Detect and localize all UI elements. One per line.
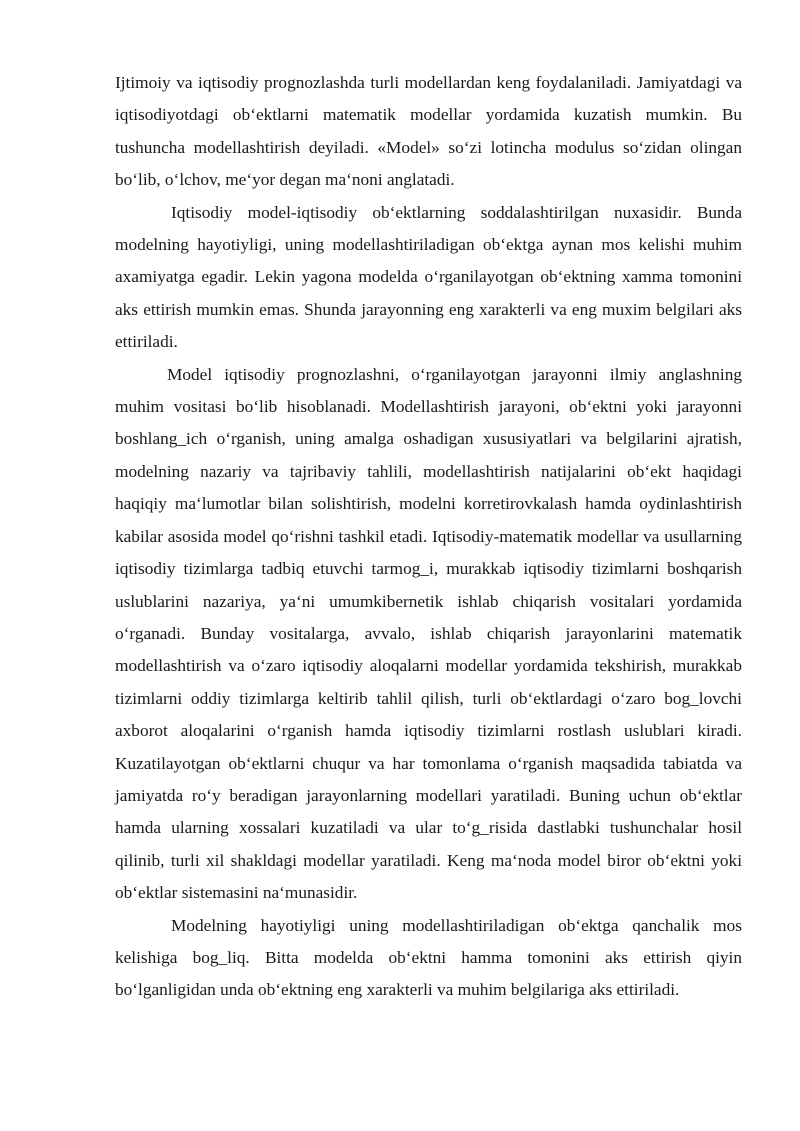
paragraph-intro: Ijtimoiy va iqtisodiy prognozlashda turli modellardan keng foydalaniladi. Jamiyatdagi va iqtisodiyotdagi ob‘ektlarni matematik modellar yordamida kuzatish mumkin. Bu tushuncha modellashtirish deyiladi. «Model» so‘zi lotincha modulus so‘zidan olingan bo‘lib, o‘lchov, me‘yor degan ma‘noni anglatadi. [115, 73, 742, 190]
paragraph-modeling-process: Model iqtisodiy prognozlashni, o‘rganilayotgan jarayonni ilmiy anglashning muhim vositasi bo‘lib hisoblanadi. Modellashtirish jarayoni, ob‘ektni yoki jarayonni boshlang_ich o‘rganish, uning amalga oshadigan xususiyatlari va belgilarini ajratish, modelning nazariy va tajribaviy tahlili, modellashtirish natijalarini ob‘ekt haqidagi haqiqiy ma‘lumotlar bilan solishtirish, modelni korretirovkalash hamda oydinlashtirish kabilar asosida model qo‘rishni tashkil etadi. Iqtisodiy-matematik modellar va usullarning iqtisodiy tizimlarga tadbiq etuvchi tarmog_i, murakkab iqtisodiy tizimlarni boshqarish uslublarini nazariya, ya‘ni umumkibernetik ishlab chiqarish vositalari yordamida o‘rganadi. Bunday vositalarga, avvalo, ishlab chiqarish jarayonlarini matematik modellashtirish va o‘zaro iqtisodiy aloqalarni modellar yordamida tekshirish, murakkab tizimlarni oddiy tizimlarga keltirib tahlil qilish, turli ob‘ektlardagi o‘zaro bog_lovchi axborot aloqalarini o‘rganish hamda iqtisodiy tizimlarni rostlash uslublari kiradi. Kuzatilayotgan ob‘ektlarni chuqur va har tomonlama o‘rganish maqsadida tabiatda va jamiyatda ro‘y beradigan jarayonlarning modellari yaratiladi. Buning uchun ob‘ektlar hamda ularning xossalari kuzatiladi va ular to‘g_risida dastlabki tushunchalar hosil qilinib, turli xil shakldagi modellar yaratiladi. Keng ma‘noda model biror ob‘ektni yoki ob‘ektlar sistemasini na‘munasidir. [115, 364, 742, 903]
paragraph-model-viability: Modelning hayotiyligi uning modellashtiriladigan ob‘ektga qanchalik mos kelishiga bog_liq. Bitta modelda ob‘ektni hamma tomonini aks ettirish qiyin bo‘lganligidan unda ob‘ektning eng xarakterli va muhim belgilariga aks ettiriladi. [115, 915, 742, 1000]
document-page [115, 67, 742, 1007]
paragraph-economic-model: Iqtisodiy model-iqtisodiy ob‘ektlarning soddalashtirilgan nuxasidir. Bunda modelning hayotiyligi, uning modellashtiriladigan ob‘ektga aynan mos kelishi muhim axamiyatga egadir. Lekin yagona modelda o‘rganilayotgan ob‘ektning xamma tomonini aks ettirish mumkin emas. Shunda jarayonning eng xarakterli va eng muxim belgilari aks ettiriladi. [115, 202, 742, 352]
